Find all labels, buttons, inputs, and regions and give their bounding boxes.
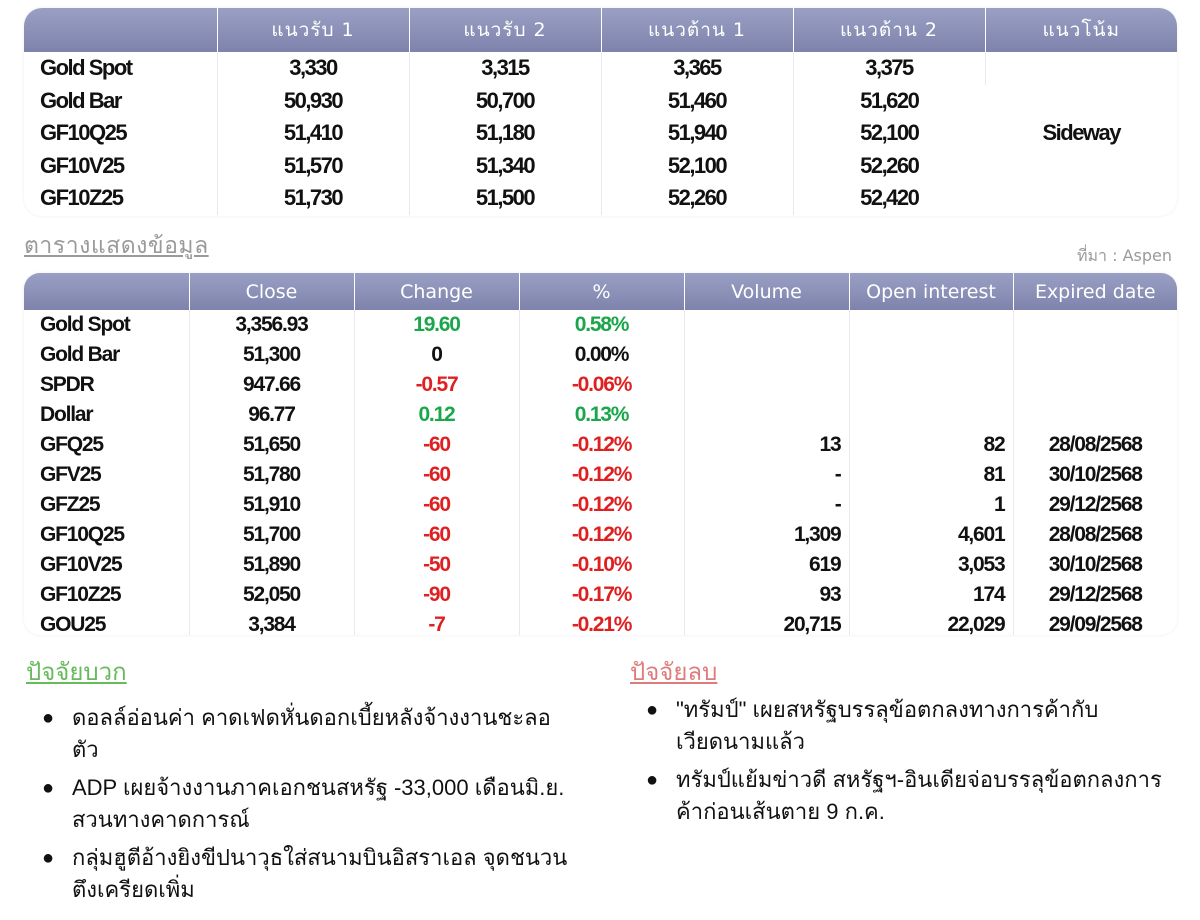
market-row-label: Gold Bar (24, 340, 189, 370)
market-close: 51,300 (189, 340, 354, 370)
market-row (24, 430, 1177, 460)
positive-factors-heading: ปัจจัยบวก (26, 658, 127, 686)
market-header-row (24, 273, 1177, 310)
market-expired-date (1013, 370, 1177, 400)
market-row-label: GF10Z25 (24, 580, 189, 610)
sr-support-1: 3,330 (217, 52, 409, 85)
market-data-table (24, 273, 1177, 635)
sr-support-2: 51,340 (409, 150, 601, 183)
market-volume: - (684, 460, 849, 490)
list-item (36, 772, 576, 836)
market-expired-date: 30/10/2568 (1048, 553, 1142, 576)
factor-text: "ทรัมป์" เผยสหรัฐบรรลุข้อตกลงทางการค้ากับเวียดนามแล้ว (676, 697, 1099, 754)
market-row (24, 490, 1177, 520)
negative-factors-heading: ปัจจัยลบ (630, 658, 718, 686)
market-expired-date (1013, 400, 1177, 430)
market-percent: -0.21% (519, 610, 684, 635)
market-close: 51,650 (189, 430, 354, 460)
market-header-volume: Volume (684, 273, 849, 310)
sr-header-resistance-2: แนวต้าน 2 (793, 8, 985, 52)
sr-trend-value: Sideway (1042, 120, 1121, 146)
market-row-label: SPDR (24, 370, 189, 400)
sr-row-label: GF10Z25 (24, 182, 217, 215)
market-close: 96.77 (189, 400, 354, 430)
sr-resistance-2: 52,420 (860, 185, 919, 211)
sr-header-row (24, 8, 1177, 52)
sr-header-support-2: แนวรับ 2 (409, 8, 601, 52)
market-change: -90 (354, 580, 519, 610)
market-expired-date: 29/12/2568 (1048, 583, 1142, 606)
market-open-interest (849, 400, 1013, 430)
market-volume: - (684, 490, 849, 520)
market-header-close: Close (189, 273, 354, 310)
market-percent: 0.58% (519, 310, 684, 340)
market-percent: -0.06% (519, 370, 684, 400)
market-change: 0.12 (354, 400, 519, 430)
market-open-interest: 1 (849, 490, 1013, 520)
sr-support-2: 51,500 (409, 182, 601, 215)
sr-header-resistance-1: แนวต้าน 1 (601, 8, 793, 52)
market-volume (684, 340, 849, 370)
section-title: ตารางแสดงข้อมูล (24, 233, 209, 259)
sr-resistance-1: 3,365 (601, 52, 793, 85)
sr-support-1: 51,410 (217, 117, 409, 150)
market-row-label: GFV25 (24, 460, 189, 490)
market-change: 19.60 (354, 310, 519, 340)
market-row-label: GFQ25 (24, 430, 189, 460)
market-row-label: Gold Spot (24, 310, 189, 340)
market-expired-date: 29/09/2568 (1048, 613, 1142, 635)
market-expired-date (1013, 340, 1177, 370)
sr-support-1: 51,570 (217, 150, 409, 183)
market-volume (684, 400, 849, 430)
market-change: -60 (354, 430, 519, 460)
market-header-percent: % (519, 273, 684, 310)
market-row (24, 340, 1177, 370)
market-expired-date (1013, 310, 1177, 340)
market-change: -60 (354, 490, 519, 520)
sr-header-trend: แนวโน้ม (985, 8, 1177, 52)
sr-support-2: 3,315 (409, 52, 601, 85)
market-close: 51,780 (189, 460, 354, 490)
market-open-interest: 81 (849, 460, 1013, 490)
sr-support-2: 50,700 (409, 85, 601, 118)
market-percent: -0.12% (519, 460, 684, 490)
factor-text: ทรัมป์แย้มข่าวดี สหรัฐฯ-อินเดียจ่อบรรลุข้อตกลงการค้าก่อนเส้นตาย 9 ก.ค. (676, 767, 1162, 824)
market-open-interest: 3,053 (849, 550, 1013, 580)
market-open-interest: 4,601 (849, 520, 1013, 550)
market-expired-date: 29/12/2568 (1048, 493, 1142, 516)
sr-resistance-1: 51,940 (601, 117, 793, 150)
market-row (24, 370, 1177, 400)
market-volume: 619 (684, 550, 849, 580)
bullet-icon: ● (41, 777, 55, 799)
sr-resistance-1: 52,100 (601, 150, 793, 183)
market-close: 52,050 (189, 580, 354, 610)
list-item (36, 702, 576, 766)
market-grid (24, 273, 1177, 635)
market-header-change: Change (354, 273, 519, 310)
market-percent: 0.00% (519, 340, 684, 370)
market-row (24, 550, 1177, 580)
market-close: 51,910 (189, 490, 354, 520)
sr-header-support-1: แนวรับ 1 (217, 8, 409, 52)
market-change: -7 (354, 610, 519, 635)
market-row (24, 520, 1177, 550)
sr-grid (24, 8, 1177, 215)
market-change: -0.57 (354, 370, 519, 400)
market-header-open-interest: Open interest (849, 273, 1013, 310)
market-row (24, 580, 1177, 610)
market-close: 51,700 (189, 520, 354, 550)
sr-row-label: GF10V25 (24, 150, 217, 183)
factor-text: กลุ่มฮูตีอ้างยิงขีปนาวุธใส่สนามบินอิสราเอล จุดชนวนตึงเครียดเพิ่ม (72, 845, 568, 902)
positive-factors-list (36, 702, 576, 912)
sr-resistance-1: 51,460 (601, 85, 793, 118)
market-close: 51,890 (189, 550, 354, 580)
market-change: -60 (354, 460, 519, 490)
support-resistance-table (24, 8, 1177, 216)
market-percent: -0.12% (519, 430, 684, 460)
sr-resistance-2: 52,260 (860, 152, 919, 178)
market-close: 3,356.93 (189, 310, 354, 340)
market-volume (684, 310, 849, 340)
market-row (24, 460, 1177, 490)
market-change: 0 (354, 340, 519, 370)
market-row (24, 310, 1177, 340)
factor-text: ดอลล์อ่อนค่า คาดเฟดหั่นดอกเบี้ยหลังจ้างงานชะลอตัว (72, 705, 551, 762)
negative-factors-list (640, 694, 1180, 834)
bullet-icon: ● (645, 769, 659, 791)
market-volume: 93 (684, 580, 849, 610)
market-row (24, 610, 1177, 635)
sr-support-2: 51,180 (409, 117, 601, 150)
market-row-label: Dollar (24, 400, 189, 430)
market-percent: 0.13% (519, 400, 684, 430)
market-expired-date: 28/08/2568 (1048, 523, 1142, 546)
list-item (640, 764, 1180, 828)
market-row-label: GOU25 (24, 610, 189, 635)
market-volume (684, 370, 849, 400)
market-open-interest (849, 370, 1013, 400)
sr-row-label: Gold Spot (24, 52, 217, 85)
market-percent: -0.10% (519, 550, 684, 580)
market-open-interest (849, 310, 1013, 340)
sr-row-label: GF10Q25 (24, 117, 217, 150)
market-close: 947.66 (189, 370, 354, 400)
market-volume: 1,309 (684, 520, 849, 550)
market-percent: -0.12% (519, 520, 684, 550)
sr-support-1: 50,930 (217, 85, 409, 118)
market-row (24, 400, 1177, 430)
sr-resistance-1: 52,260 (601, 182, 793, 215)
market-open-interest (849, 340, 1013, 370)
sr-resistance-2: 51,620 (860, 87, 919, 113)
market-row-label: GF10V25 (24, 550, 189, 580)
factor-text: ADP เผยจ้างงานภาคเอกชนสหรัฐ -33,000 เดือนมิ.ย. สวนทางคาดการณ์ (72, 775, 565, 832)
market-percent: -0.17% (519, 580, 684, 610)
sr-resistance-2: 3,375 (793, 52, 985, 85)
market-expired-date: 28/08/2568 (1048, 433, 1142, 456)
bullet-icon: ● (41, 707, 55, 729)
market-close: 3,384 (189, 610, 354, 635)
sr-row (24, 52, 1177, 85)
market-expired-date: 30/10/2568 (1048, 463, 1142, 486)
sr-header-blank (24, 8, 217, 52)
market-open-interest: 22,029 (849, 610, 1013, 635)
market-volume: 13 (684, 430, 849, 460)
market-open-interest: 82 (849, 430, 1013, 460)
source-note: ที่มา : Aspen (1076, 246, 1172, 265)
sr-row-label: Gold Bar (24, 85, 217, 118)
sr-resistance-2: 52,100 (860, 120, 919, 146)
market-percent: -0.12% (519, 490, 684, 520)
list-item (640, 694, 1180, 758)
market-open-interest: 174 (849, 580, 1013, 610)
bullet-icon: ● (645, 699, 659, 721)
market-row-label: GF10Q25 (24, 520, 189, 550)
market-change: -60 (354, 520, 519, 550)
market-header-expired-date: Expired date (1013, 273, 1177, 310)
bullet-icon: ● (41, 847, 55, 869)
sr-support-1: 51,730 (217, 182, 409, 215)
market-row-label: GFZ25 (24, 490, 189, 520)
market-change: -50 (354, 550, 519, 580)
market-header-blank (24, 273, 189, 310)
market-volume: 20,715 (684, 610, 849, 635)
list-item (36, 842, 576, 906)
